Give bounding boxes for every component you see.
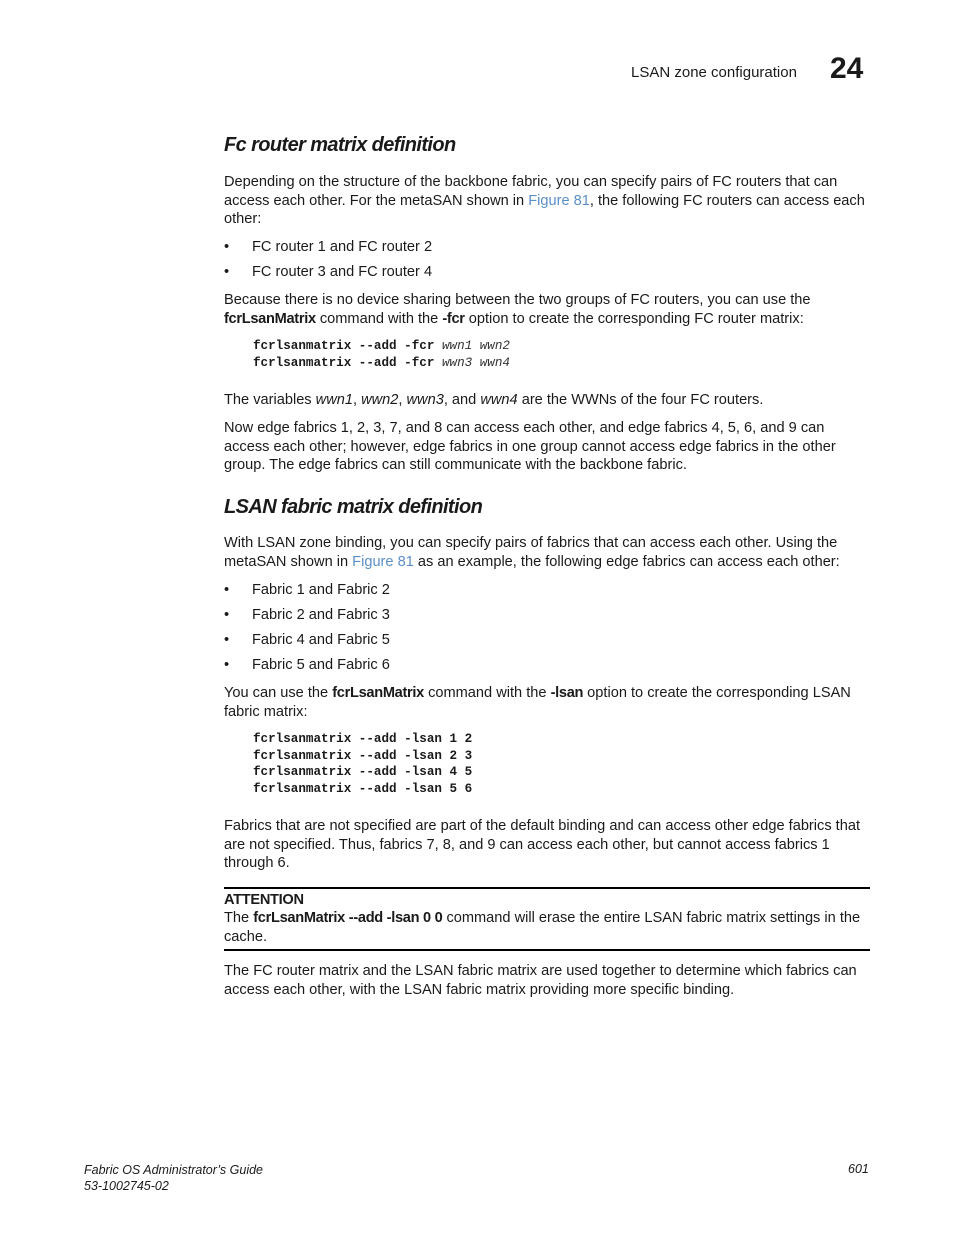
footer-guide-title: Fabric OS Administrator’s Guide: [84, 1163, 263, 1177]
list-item: [224, 631, 390, 650]
code-args: wwn1 wwn2: [441, 339, 510, 353]
attention-label: [224, 891, 870, 910]
text: command with the: [424, 685, 551, 701]
text: option to create the corresponding FC router matrix:: [464, 310, 804, 327]
list-item: [224, 656, 390, 675]
text: are the WWNs of the four FC routers.: [517, 392, 764, 408]
bullet-icon: •: [224, 607, 230, 623]
paragraph-default-binding: Fabrics that are not specified are part of the default binding and can access other edge fabrics that are not specified. Thus, fabrics 7, 8, and 9 can access each other, but cannot access fabrics 1 through 6.: [224, 818, 861, 872]
paragraph-fc-router-intro: [224, 173, 870, 229]
paragraph-edge-fabrics: Now edge fabrics 1, 2, 3, 7, and 8 can access each other, and edge fabrics 4, 5, 6, and 9 can access each other; however, edge fabrics in one group cannot access edge fabrics in the other group. The edge fabrics can still communicate with the backbone fabric.: [224, 420, 836, 474]
code-line: fcrlsanmatrix --add -lsan 1 2: [253, 732, 473, 746]
text: command will erase the entire LSAN fabric matrix settings in the cache.: [224, 910, 861, 945]
list-item: [224, 238, 432, 257]
figure-link[interactable]: Figure 81: [352, 553, 414, 570]
code-args: wwn3 wwn4: [441, 355, 510, 370]
text: as an example, the following edge fabrics can access each other:: [413, 553, 840, 570]
variable-name: wwn3: [406, 392, 444, 408]
code-command: fcrlsanmatrix --add -fcr: [253, 339, 435, 353]
text: The: [224, 910, 254, 926]
paragraph-lsan-intro: [224, 534, 870, 571]
list-item-text: Fabric 2 and Fabric 3: [252, 607, 390, 623]
list-item-text: Fabric 5 and Fabric 6: [252, 657, 390, 673]
variable-name: wwn1: [315, 392, 353, 408]
paragraph-fc-router-command: [224, 291, 870, 328]
attention-top-rule: [224, 887, 870, 889]
text: Because there is no device sharing between the two groups of FC routers, you can use the: [224, 292, 811, 308]
paragraph-lsan-command: [224, 684, 870, 721]
variable-name: wwn4: [480, 392, 518, 408]
command-name: fcrLsanMatrix: [332, 685, 425, 701]
bullet-icon: •: [224, 264, 230, 280]
separator: , and: [443, 392, 481, 408]
text: option to create the corresponding LSAN fabric matrix:: [224, 685, 851, 720]
text: command with the: [315, 310, 443, 327]
code-line: fcrlsanmatrix --add -lsan 4 5: [253, 765, 473, 779]
attention-label-text: ATTENTION: [224, 892, 304, 908]
list-item-text: Fabric 4 and Fabric 5: [252, 632, 390, 648]
code-line: fcrlsanmatrix --add -lsan 2 3: [253, 748, 473, 763]
bullet-icon: •: [224, 657, 230, 673]
attention-bottom-rule: [224, 949, 870, 951]
variable-name: wwn2: [361, 392, 399, 408]
text: With LSAN zone binding, you can specify pairs of fabrics that can access each other. Using the metaSAN shown in: [224, 535, 838, 570]
bullet-icon: •: [224, 239, 230, 255]
list-item: [224, 263, 432, 282]
running-header-title: LSAN zone configuration: [631, 64, 797, 81]
separator: ,: [352, 392, 362, 408]
page-number: 601: [848, 1162, 869, 1176]
section-heading-lsan-fabric: LSAN fabric matrix definition: [224, 496, 483, 518]
figure-link[interactable]: Figure 81: [528, 192, 590, 209]
text: , the following FC routers can access each other:: [224, 192, 865, 228]
list-item: [224, 606, 390, 625]
list-item-text: Fabric 1 and Fabric 2: [252, 582, 390, 598]
code-command: fcrlsanmatrix --add -fcr: [253, 355, 435, 370]
attention-text: [224, 909, 870, 946]
list-item: [224, 581, 390, 600]
text: The variables: [224, 392, 316, 408]
paragraph-variables: [224, 391, 870, 410]
chapter-number: 24: [830, 52, 864, 85]
separator: ,: [398, 392, 407, 408]
section-heading-fc-router: Fc router matrix definition: [224, 134, 456, 156]
code-block-fcr: [253, 338, 510, 371]
code-line: fcrlsanmatrix --add -lsan 5 6: [253, 781, 473, 796]
list-item-text: FC router 1 and FC router 2: [252, 239, 433, 255]
command-name: fcrLsanMatrix: [224, 310, 316, 327]
list-item-text: FC router 3 and FC router 4: [252, 264, 433, 280]
text: You can use the: [224, 685, 333, 701]
code-block-lsan: [253, 731, 472, 797]
command-name: fcrLsanMatrix --add -lsan 0 0: [253, 910, 443, 926]
footer-doc-number: 53-1002745-02: [84, 1179, 169, 1193]
command-option: -fcr: [442, 310, 465, 327]
bullet-icon: •: [224, 582, 230, 598]
bullet-icon: •: [224, 632, 230, 648]
command-option: -lsan: [550, 685, 584, 701]
paragraph-matrix-summary: The FC router matrix and the LSAN fabric matrix are used together to determine which fabrics can access each other, with the LSAN fabric matrix providing more specific binding.: [224, 963, 857, 998]
text: Depending on the structure of the backbone fabric, you can specify pairs of FC routers that can access each other. For the metaSAN shown in: [224, 174, 838, 209]
